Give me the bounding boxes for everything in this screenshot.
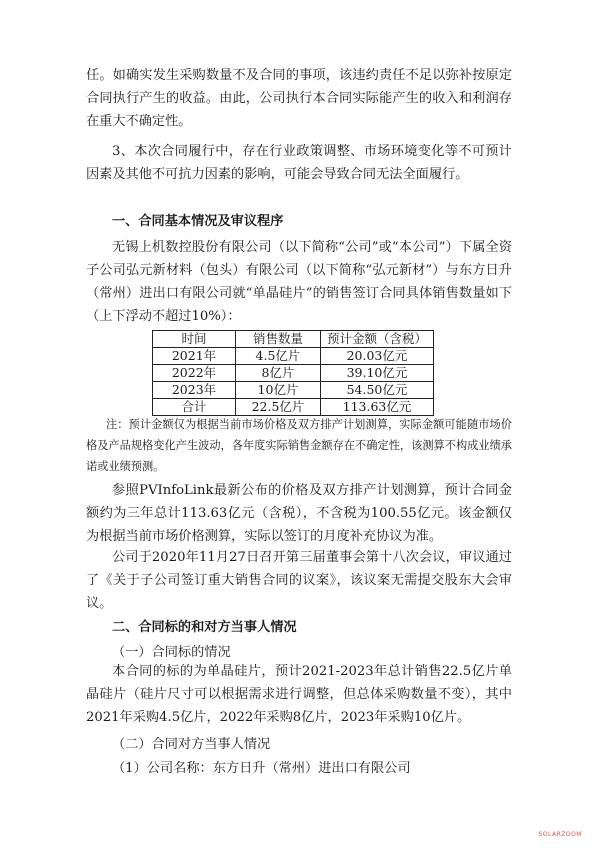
subsection-2-heading: （二）合同对方当事人情况 bbox=[112, 737, 271, 752]
table-row bbox=[153, 382, 434, 399]
section-2-heading: 二、合同标的和对方当事人情况 bbox=[112, 620, 297, 635]
table-cell: 合计 bbox=[153, 399, 236, 416]
table-header-cell: 预计金额（含税） bbox=[321, 331, 434, 348]
table-header-cell: 时间 bbox=[153, 331, 236, 348]
table-cell: 2022年 bbox=[153, 365, 236, 382]
table-cell: 8亿片 bbox=[236, 365, 321, 382]
subsection-1-heading: （一）合同标的情况 bbox=[112, 645, 231, 660]
estimate-paragraph: 参照PVInfoLink最新公布的价格及双方排产计划测算，预计合同金额约为三年总计113.63亿元（含税），不含税为100.55亿元。该金额仅为根据当前市场价格测算，实际以签订的月度补充协议为准。 bbox=[86, 483, 512, 544]
table-row bbox=[153, 365, 434, 382]
table-cell: 54.50亿元 bbox=[321, 382, 434, 399]
table-cell: 22.5亿片 bbox=[236, 399, 321, 416]
intro-paragraph: 任。如确实发生采购数量不及合同的事项，该违约责任不足以弥补按原定合同执行产生的收益。由此，公司执行本合同实际能产生的收入和利润存在重大不确定性。 bbox=[86, 68, 512, 129]
watermark-logo: SOLARZOOM bbox=[538, 831, 582, 838]
table-cell: 20.03亿元 bbox=[321, 348, 434, 365]
table-cell: 4.5亿片 bbox=[236, 348, 321, 365]
table-note: 注：预计金额仅为根据当前市场价格及双方排产计划测算，实际金额可能随市场价格及产品规格变化产生波动，各年度实际销售金额存在不确定性，该测算不构成业绩承诺或业绩预测。 bbox=[86, 418, 512, 473]
table-cell: 113.63亿元 bbox=[321, 399, 434, 416]
table-header-cell: 销售数量 bbox=[236, 331, 321, 348]
table-cell: 39.10亿元 bbox=[321, 365, 434, 382]
table-header-row bbox=[153, 331, 434, 348]
sales-table bbox=[152, 330, 434, 416]
table-cell: 2021年 bbox=[153, 348, 236, 365]
table-row bbox=[153, 348, 434, 365]
risk-item-3: 3、本次合同履行中，存在行业政策调整、市场环境变化等不可预计因素及其他不可抗力因素的影响，可能会导致合同无法全面履行。 bbox=[86, 144, 512, 182]
contract-subject-paragraph: 本合同的标的为单晶硅片，预计2021-2023年总计销售22.5亿片单晶硅片（硅片尺寸可以根据需求进行调整，但总体采购数量不变），其中2021年采购4.5亿片，2022年采购8亿片，2023年采购10亿片。 bbox=[86, 664, 512, 725]
table-total-row bbox=[153, 399, 434, 416]
counterparty-name: （1）公司名称：东方日升（常州）进出口有限公司 bbox=[112, 761, 411, 776]
section-1-heading: 一、合同基本情况及审议程序 bbox=[112, 214, 284, 229]
table-cell: 2023年 bbox=[153, 382, 236, 399]
contract-basic-paragraph: 无锡上机数控股份有限公司（以下简称“公司”或“本公司”）下属全资子公司弘元新材料（包头）有限公司（以下简称“弘元新材”）与东方日升（常州）进出口有限公司就“单晶硅片”的销售签订合同具体销售数量如下（上下浮动不超过10%）： bbox=[86, 240, 512, 324]
board-approval-paragraph: 公司于2020年11月27日召开第三届董事会第十八次会议，审议通过了《关于子公司签订重大销售合同的议案》，该议案无需提交股东大会审议。 bbox=[86, 550, 512, 611]
table-cell: 10亿片 bbox=[236, 382, 321, 399]
